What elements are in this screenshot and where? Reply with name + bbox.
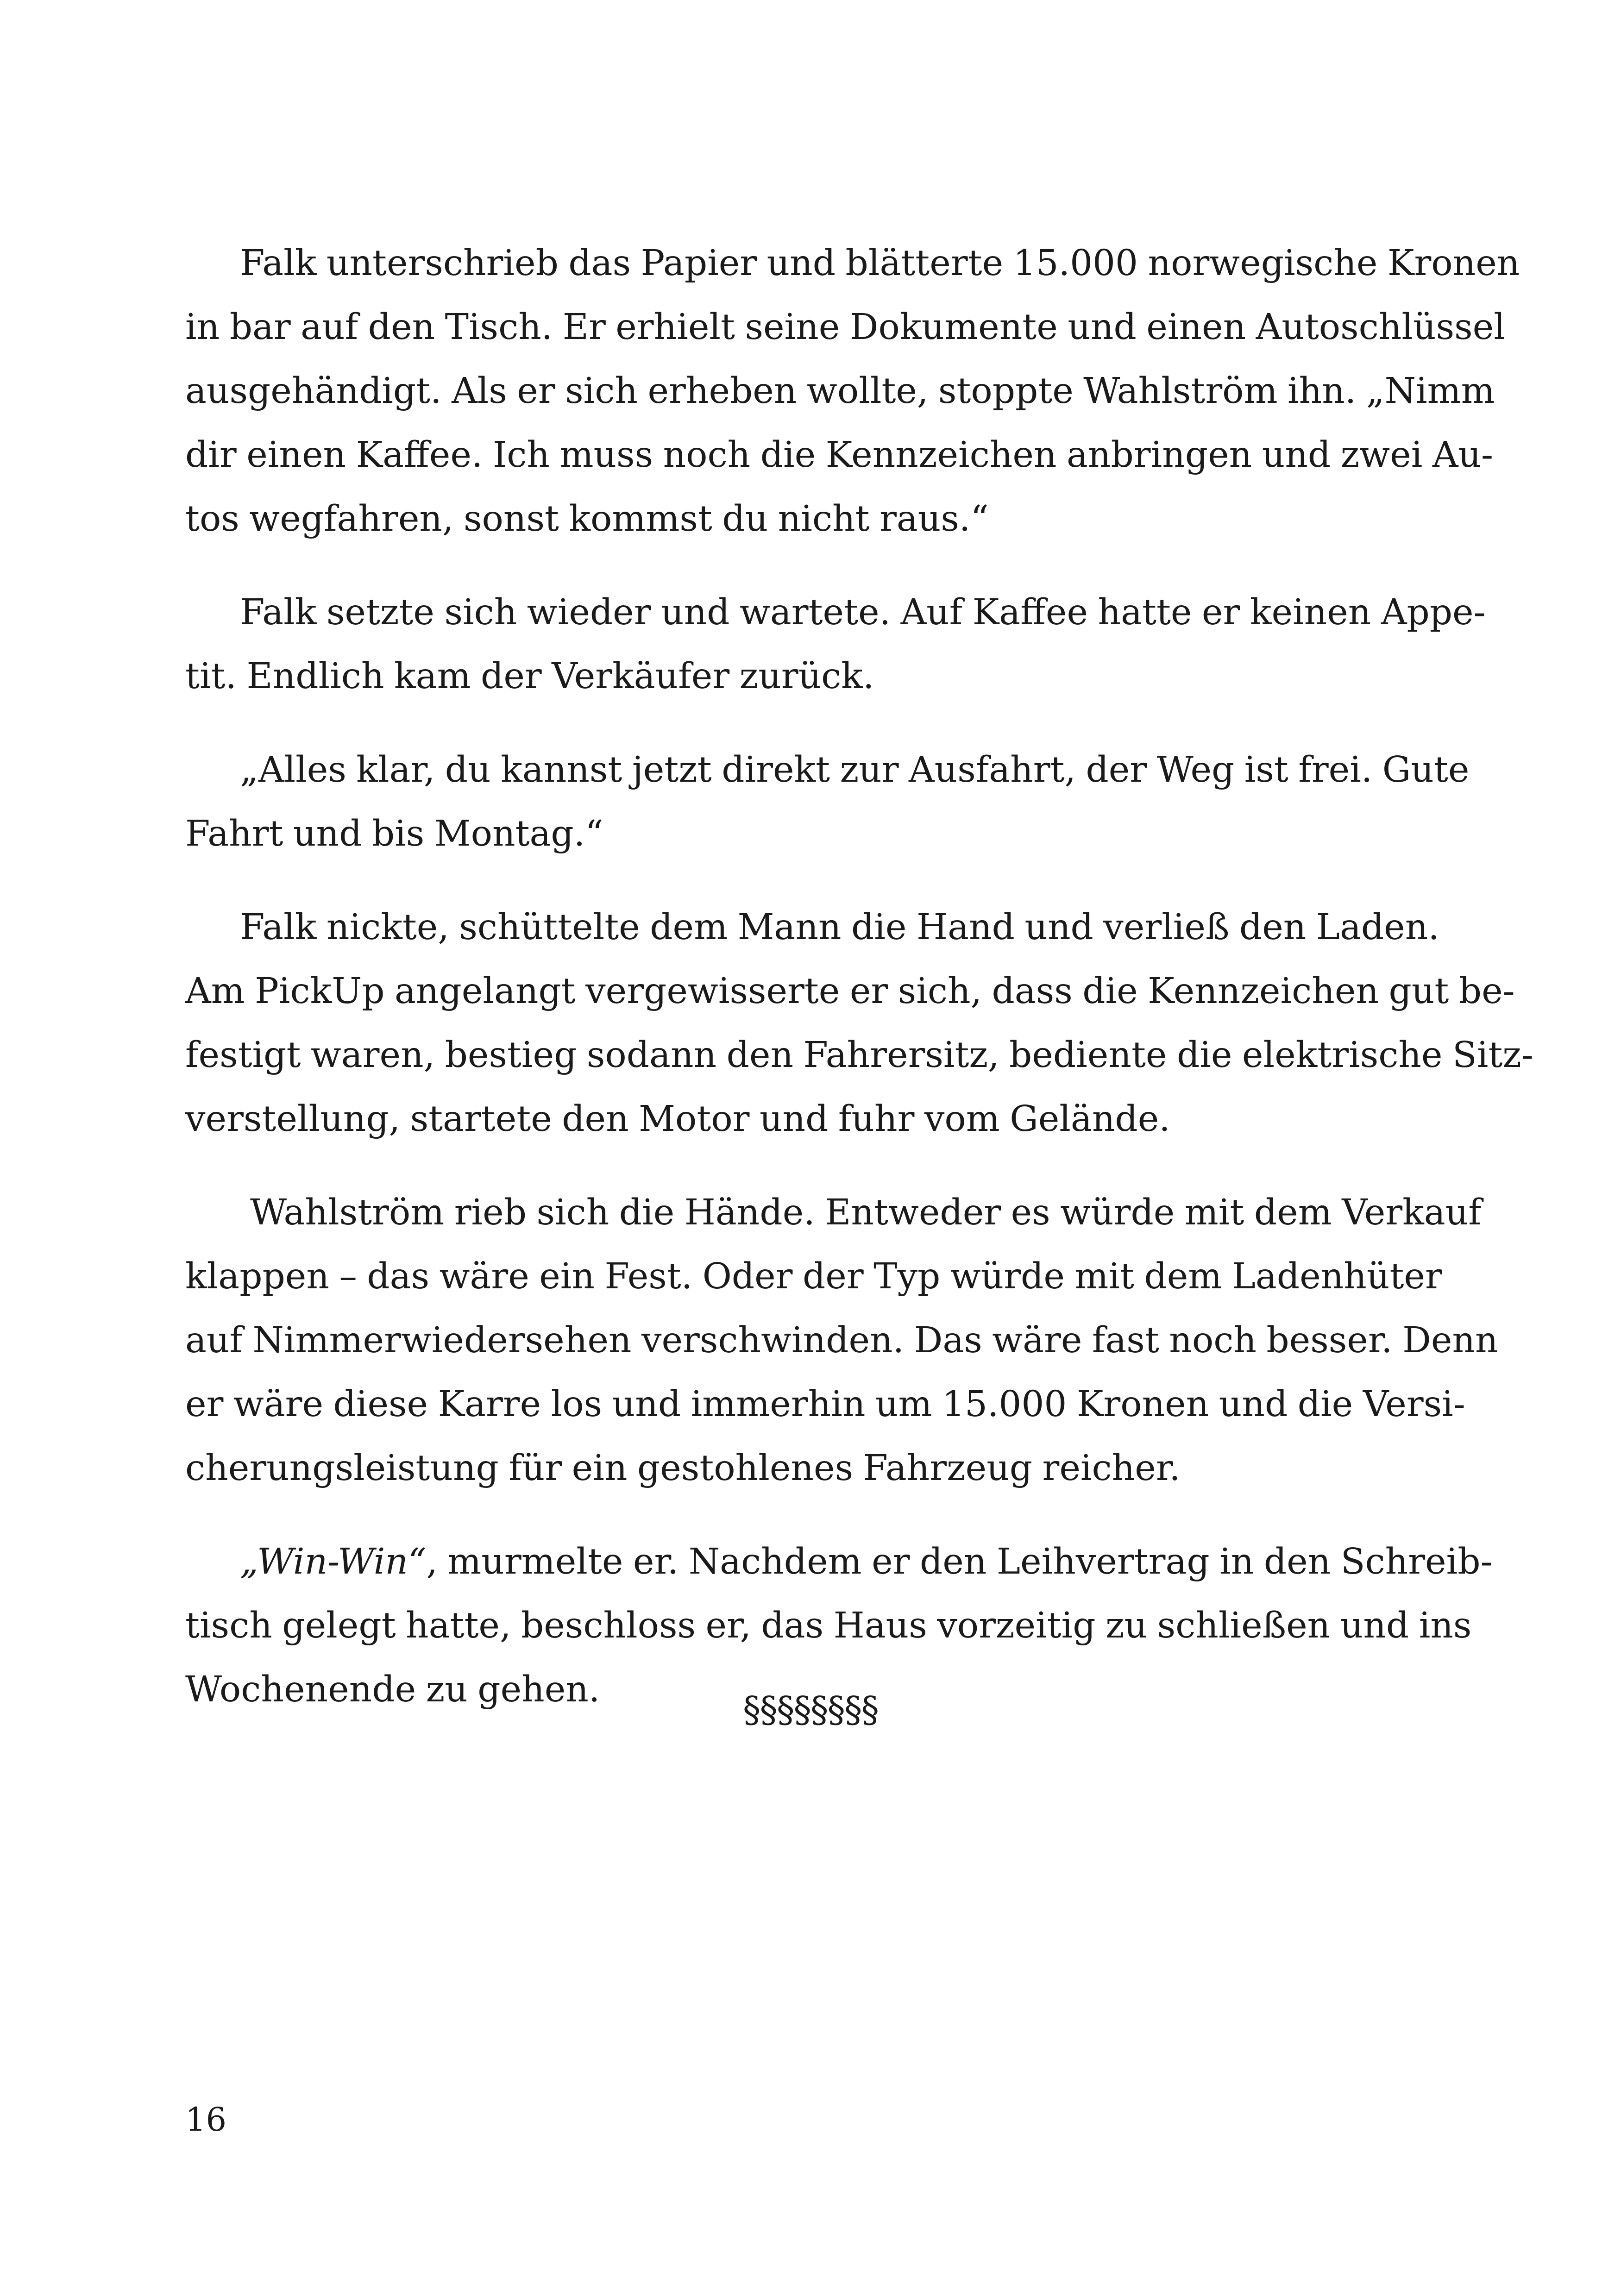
page-number: 16	[185, 2101, 227, 2139]
text-line: tos wegfahren, sonst kommst du nicht raus.“	[185, 498, 989, 539]
text-line: Fahrt und bis Montag.“	[185, 813, 603, 854]
text-line: Wochenende zu gehen.	[185, 1669, 600, 1710]
section-divider: §§§§§§§§	[743, 1689, 878, 1731]
paragraph-4	[185, 896, 1533, 1151]
text-line: „Alles klar, du kannst jetzt direkt zur Ausfahrt, der Weg ist frei. Gute	[240, 749, 1470, 790]
text-line: Am PickUp angelangt vergewisserte er sich, dass die Kennzeichen gut be-	[185, 971, 1515, 1012]
body-text	[185, 232, 1533, 1751]
text-line: klappen – das wäre ein Fest. Oder der Typ würde mit dem Ladenhüter	[185, 1256, 1442, 1297]
text-line: cherungsleistung für ein gestohlenes Fahrzeug reicher.	[185, 1448, 1181, 1489]
text-line: tit. Endlich kam der Verkäufer zurück.	[185, 656, 874, 697]
paragraph-2	[185, 581, 1486, 709]
text-line	[185, 1530, 1493, 1594]
paragraph-5	[185, 1181, 1498, 1500]
text-line: Falk unterschrieb das Papier und blätterte 15.000 norwegische Kronen	[240, 243, 1520, 284]
text-line: auf Nimmerwiedersehen verschwinden. Das wäre fast noch besser. Denn	[185, 1320, 1498, 1361]
italic-phrase: „Win-Win“	[240, 1541, 427, 1582]
paragraph-3	[185, 738, 1470, 866]
text-line: er wäre diese Karre los und immerhin um 15.000 Kronen und die Versi-	[185, 1384, 1465, 1425]
text-line: ausgehändigt. Als er sich erheben wollte, stoppte Wahlström ihn. „Nimm	[185, 370, 1495, 412]
paragraph-1	[185, 232, 1520, 551]
text-line: Wahlström rieb sich die Hände. Entweder es würde mit dem Verkauf	[250, 1192, 1482, 1233]
text-line: dir einen Kaffee. Ich muss noch die Kennzeichen anbringen und zwei Au-	[185, 434, 1494, 476]
text-line: in bar auf den Tisch. Er erhielt seine Dokumente und einen Autoschlüssel	[185, 307, 1505, 348]
text-line: tisch gelegt hatte, beschloss er, das Haus vorzeitig zu schließen und ins	[185, 1605, 1472, 1646]
text-line: Falk setzte sich wieder und wartete. Auf Kaffee hatte er keinen Appe-	[240, 592, 1486, 633]
text-line: verstellung, startete den Motor und fuhr vom Gelände.	[185, 1098, 1170, 1140]
text-line: Falk nickte, schüttelte dem Mann die Hand und verließ den Laden.	[240, 907, 1439, 948]
text-line: festigt waren, bestieg sodann den Fahrersitz, bediente die elektrische Sitz-	[185, 1035, 1533, 1076]
text-span: , murmelte er. Nachdem er den Leihvertrag in den Schreib-	[426, 1541, 1493, 1582]
